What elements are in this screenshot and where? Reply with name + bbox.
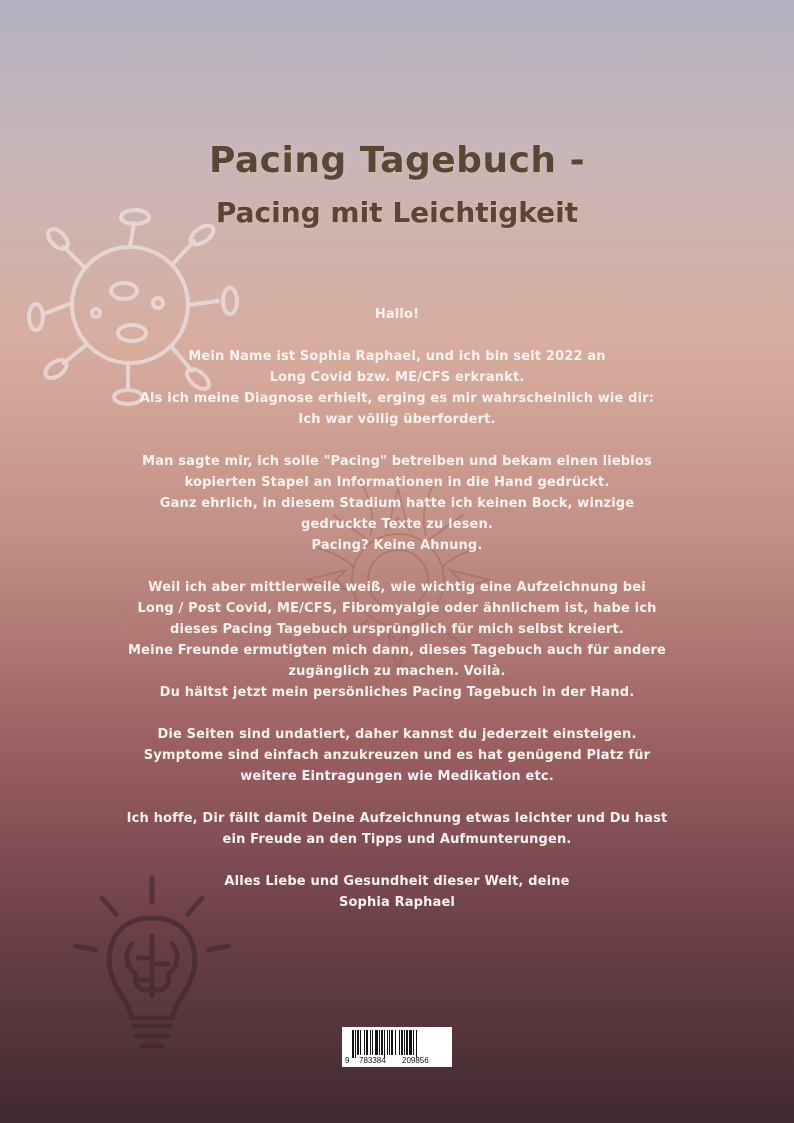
text-line: Ich war völlig überfordert. (298, 412, 496, 427)
intro-text (100, 304, 694, 934)
barcode-bar (366, 1030, 368, 1055)
barcode-bar (355, 1030, 356, 1058)
barcode-bar (391, 1030, 393, 1055)
barcode-bar (364, 1030, 365, 1055)
text-line: Ich hoffe, Dir fällt damit Deine Aufzeichnung etwas leichter und Du hast (126, 811, 668, 826)
author-name: Sophia Raphael (338, 895, 456, 910)
barcode-bar (352, 1030, 354, 1058)
barcode-digits (342, 1055, 452, 1067)
text-line: Weil ich aber mittlerweile weiß, wie wichtig eine Aufzeichnung bei (148, 580, 646, 595)
barcode (342, 1027, 452, 1067)
text-line: kopierten Stapel an Informationen in die Hand gedrückt. (184, 475, 610, 490)
paragraph-motivation (100, 577, 694, 703)
text-line: weitere Eintragungen wie Medikation etc. (240, 769, 554, 784)
text-line: zugänglich zu machen. Voilà. (288, 664, 506, 679)
barcode-bar (399, 1030, 400, 1055)
barcode-bar (379, 1030, 380, 1055)
barcode-bar (395, 1030, 396, 1055)
paragraph-intro (100, 346, 694, 430)
text-line: Ganz ehrlich, in diesem Stadium hatte ich keinen Bock, winzige (159, 496, 635, 511)
barcode-digits-right: 209856 (402, 1056, 429, 1065)
barcode-bar (375, 1030, 378, 1055)
text-line: Long Covid bzw. ME/CFS erkrankt. (269, 370, 525, 385)
text-line: ein Freude an den Tipps und Aufmunterungen. (222, 832, 572, 847)
barcode-bar (357, 1030, 359, 1055)
page-title: Pacing Tagebuch - (208, 140, 586, 181)
barcode-bar (416, 1030, 417, 1058)
text-line: Als ich meine Diagnose erhielt, erging es mir wahrscheinlich wie dir: (139, 391, 655, 406)
barcode-bar (387, 1030, 388, 1055)
text-line: dieses Pacing Tagebuch ursprünglich für mich selbst kreiert. (170, 622, 624, 637)
page-subtitle: Pacing mit Leichtigkeit (215, 196, 579, 229)
barcode-digit-first: 9 (345, 1056, 350, 1065)
paragraph-greeting (100, 304, 694, 325)
text-line: gedruckte Texte zu lesen. (300, 517, 494, 532)
barcode-bar (370, 1030, 371, 1055)
text-line: Alles Liebe und Gesundheit dieser Welt, deine (224, 874, 570, 889)
text-line: Man sagte mir, ich solle "Pacing" betreiben und bekam einen lieblos (142, 454, 652, 469)
paragraph-hope (100, 808, 694, 850)
paragraph-signoff (100, 871, 694, 913)
barcode-bar (360, 1030, 361, 1055)
barcode-digits-left: 783384 (359, 1056, 386, 1065)
text-line: Du hältst jetzt mein persönliches Pacing Tagebuch in der Hand. (159, 685, 635, 700)
barcode-bar (372, 1030, 373, 1055)
text-line: Hallo! (374, 307, 420, 322)
text-line: Long / Post Covid, ME/CFS, Fibromyalgie oder ähnlichem ist, habe ich (137, 601, 657, 616)
barcode-bar (401, 1030, 403, 1055)
barcode-bar (406, 1030, 408, 1055)
text-line: Symptome sind einfach anzukreuzen und es hat genügend Platz für (143, 748, 651, 763)
barcode-bar (389, 1030, 390, 1055)
barcode-bar (404, 1030, 405, 1055)
barcode-bar (384, 1030, 385, 1058)
paragraph-usage (100, 724, 694, 787)
text-line: Die Seiten sind undatiert, daher kannst du jederzeit einsteigen. (157, 727, 637, 742)
barcode-bar (381, 1030, 383, 1055)
paragraph-pacing (100, 451, 694, 556)
barcode-bar (413, 1030, 414, 1055)
text-line: Pacing? Keine Ahnung. (311, 538, 483, 553)
barcode-bar (409, 1030, 412, 1055)
text-line: Mein Name ist Sophia Raphael, und ich bin seit 2022 an (188, 349, 606, 364)
text-line: Meine Freunde ermutigten mich dann, dieses Tagebuch auch für andere (128, 643, 666, 658)
